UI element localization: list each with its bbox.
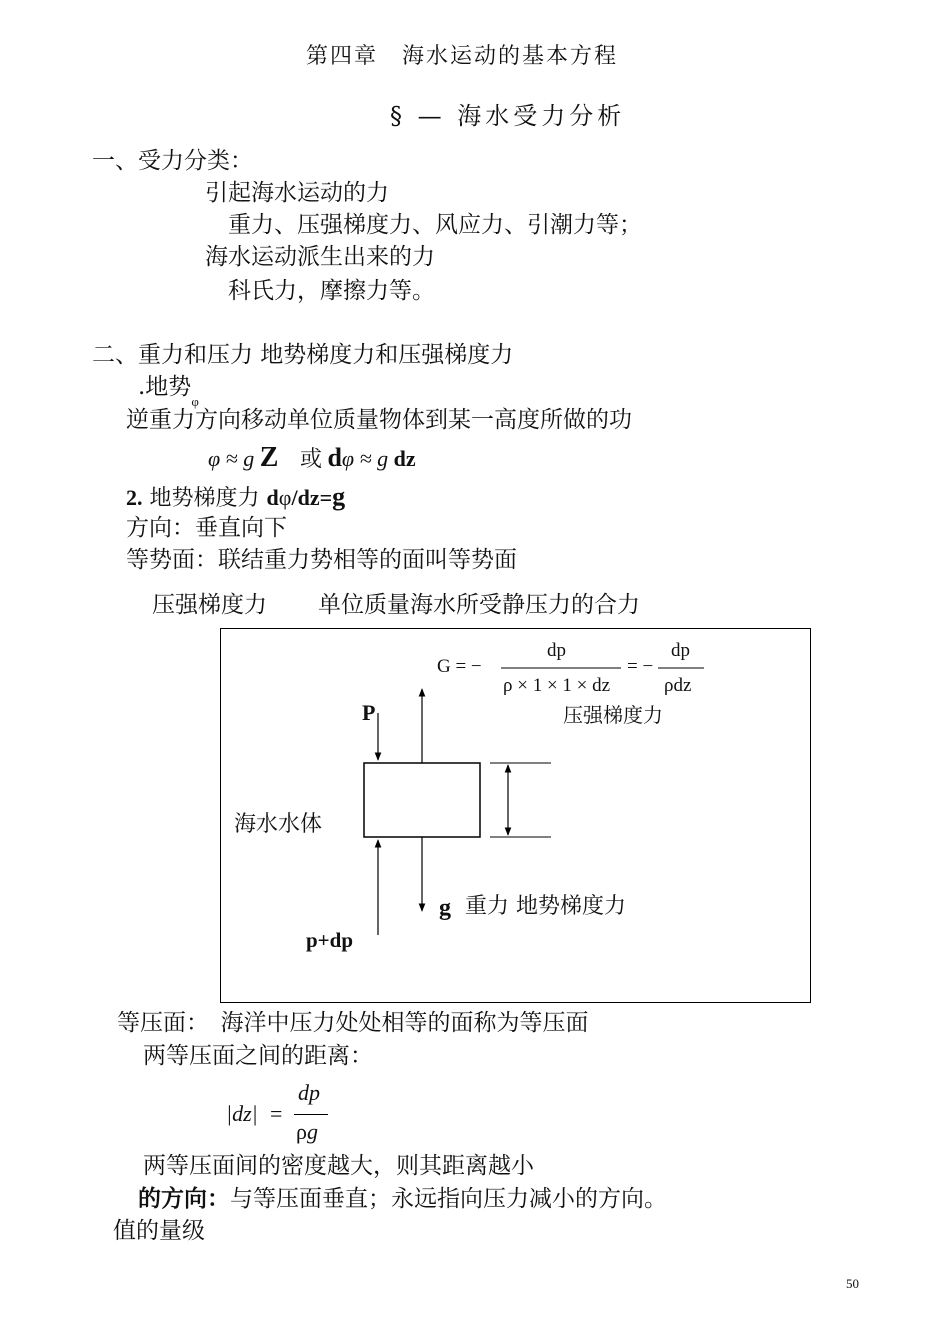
distance-eq: = — [270, 1101, 283, 1126]
distance-label: 两等压面之间的距离： — [143, 1043, 373, 1069]
geopotential-formula — [208, 444, 416, 472]
item2-formula-phi: φ — [278, 485, 292, 510]
item2-number: 2. — [126, 485, 143, 510]
direction-bold: 的方向： — [138, 1186, 230, 1212]
section-title: § — 海水受力分析 — [390, 102, 626, 130]
g-label: g — [439, 895, 451, 921]
distance-formula — [226, 1080, 336, 1148]
formula-dphi: φ ≈ g — [341, 446, 389, 471]
page-number: 50 — [846, 1276, 859, 1291]
direction-line: 方向：垂直向下 — [126, 515, 287, 541]
water-body-label: 海水水体 — [234, 812, 323, 837]
distance-frac-denominator — [296, 1121, 318, 1143]
distance-frac-numerator: dp — [298, 1080, 320, 1105]
frac1-denominator: ρ × 1 × 1 × dz — [503, 675, 611, 696]
g-lhs: G = − — [437, 656, 482, 677]
p-label: P — [362, 700, 376, 725]
formula-or: 或 — [299, 447, 322, 472]
force-diagram — [220, 628, 811, 1003]
abs-dz: |dz| — [226, 1101, 258, 1126]
equipotential-line: 等势面：联结重力势相等的面叫等势面 — [126, 547, 517, 573]
pdp-label: p+dp — [306, 928, 354, 952]
formula-z: Z — [259, 442, 279, 473]
direction-note — [138, 1188, 667, 1211]
isobaric-line: 等压面： 海洋中压力处处相等的面称为等压面 — [117, 1010, 589, 1036]
gravity-caption: 重力 地势梯度力 — [465, 894, 626, 919]
pressure-gradient-label: 压强梯度力 — [152, 592, 267, 618]
den-rho: ρ — [296, 1119, 307, 1144]
den-g: g — [306, 1119, 318, 1144]
geopotential-text: .地势 — [138, 374, 192, 400]
geopotential-symbol: φ — [191, 394, 199, 409]
water-body-box — [364, 763, 480, 837]
eq2: = − — [627, 656, 654, 677]
formula-phi: φ ≈ g — [208, 446, 255, 471]
formula-dz: dz — [393, 446, 416, 471]
derived-items: 科氏力，摩擦力等。 — [228, 278, 435, 304]
item2-text: 地势梯度力 — [149, 486, 260, 511]
abs-dz-text: dz — [232, 1101, 252, 1126]
magnitude-label: 值的量级 — [113, 1218, 205, 1244]
part2-heading: 二、重力和压力 地势梯度力和压强梯度力 — [92, 342, 514, 368]
derived-label: 海水运动派生出来的力 — [205, 244, 435, 270]
frac2-denominator: ρdz — [664, 675, 692, 696]
cause-items: 重力、压强梯度力、风应力、引潮力等； — [228, 212, 642, 238]
item2-formula-d: d — [266, 485, 279, 510]
formula-d: d — [327, 443, 342, 472]
item2-formula-g: g — [332, 482, 346, 511]
geopotential-definition: 逆重力方向移动单位质量物体到某一高度所做的功 — [126, 407, 632, 433]
frac2-numerator: dp — [671, 640, 690, 661]
chapter-title: 第四章 海水运动的基本方程 — [306, 44, 619, 69]
item2-formula-rest: /dz= — [291, 485, 333, 510]
direction-text: 与等压面垂直；永远指向压力减小的方向。 — [230, 1186, 667, 1212]
pressure-gradient-definition: 单位质量海水所受静压力的合力 — [318, 592, 640, 618]
part1-heading: 一、受力分类： — [92, 148, 253, 174]
geopotential-label — [138, 374, 199, 409]
pressure-gradient-caption: 压强梯度力 — [563, 703, 663, 727]
cause-label: 引起海水运动的力 — [205, 180, 389, 206]
density-note: 两等压面间的密度越大，则其距离越小 — [143, 1153, 534, 1179]
frac1-numerator: dp — [547, 640, 566, 661]
distance-frac-bar — [294, 1114, 328, 1115]
item2-line — [126, 484, 345, 510]
